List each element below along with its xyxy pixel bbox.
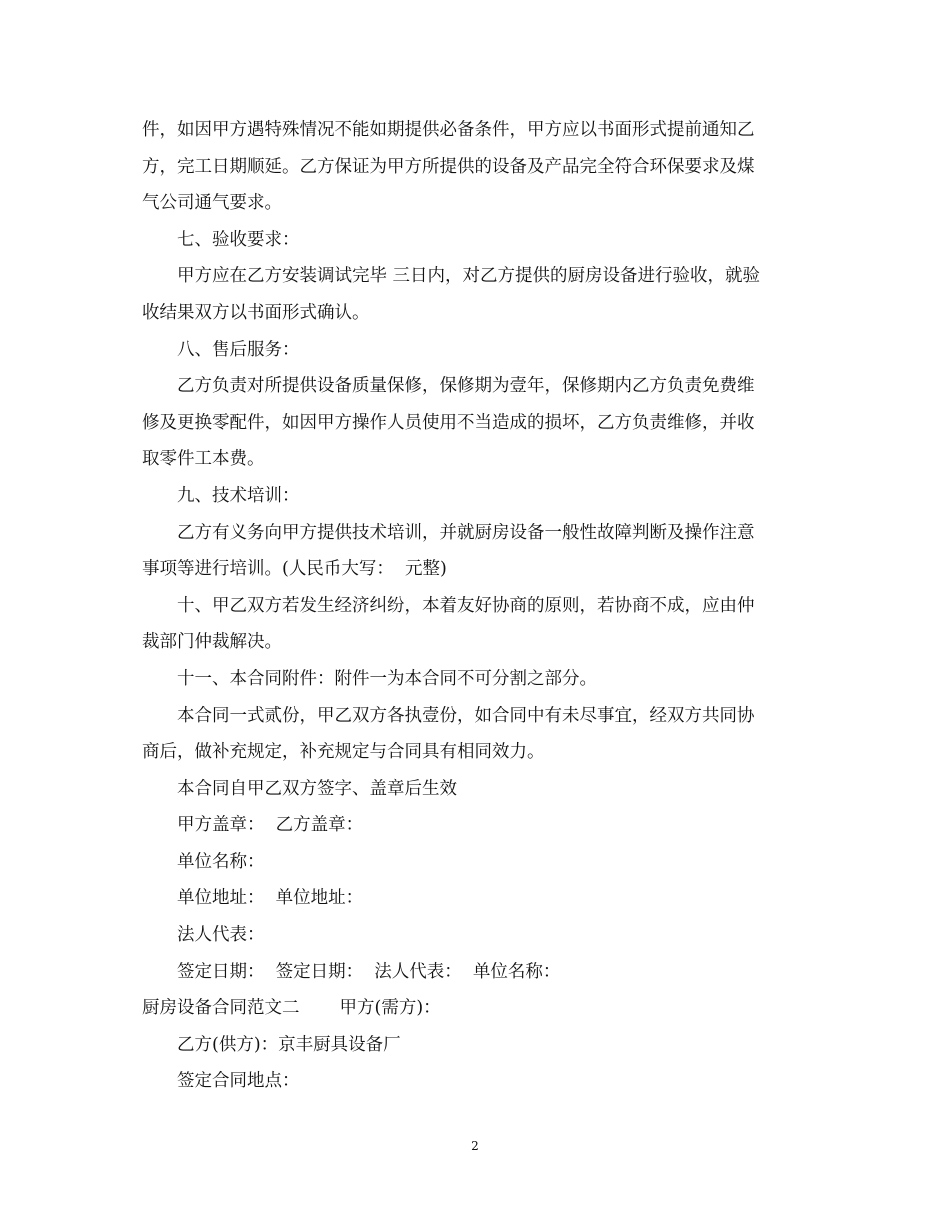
signature-line: 签定日期： 签定日期： 法人代表： 单位名称： xyxy=(177,961,561,982)
paragraph-line: 乙方有义务向甲方提供技术培训，并就厨房设备一般性故障判断及操作注意 xyxy=(177,522,755,543)
heading-line xyxy=(142,990,812,1027)
paragraph-line: 十、甲乙双方若发生经济纠纷，本着友好协商的原则，若协商不成，应由仲 xyxy=(177,595,755,616)
paragraph-line: 本合同自甲乙双方签字、盖章后生效 xyxy=(177,778,457,799)
signature-line: 法人代表： xyxy=(177,925,265,946)
paragraph-line: 商后，做补充规定，补充规定与合同具有相同效力。 xyxy=(142,742,545,763)
paragraph-line: 事项等进行培训。(人民币大写： 元整) xyxy=(142,559,447,580)
contract-location-line: 签定合同地点： xyxy=(177,1071,300,1092)
page-number: 2 xyxy=(471,1139,479,1153)
paragraph-line: 方，完工日期顺延。乙方保证为甲方所提供的设备及产品完全符合环保要求及煤 xyxy=(142,156,755,177)
paragraph-line: 乙方负责对所提供设备质量保修，保修期为壹年，保修期内乙方负责免费维 xyxy=(177,376,755,397)
section-heading-acceptance: 七、验收要求： xyxy=(177,229,300,250)
paragraph-line: 取零件工本费。 xyxy=(142,449,265,470)
paragraph-line: 裁部门仲裁解决。 xyxy=(142,632,282,653)
paragraph-line: 十一、本合同附件：附件一为本合同不可分割之部分。 xyxy=(177,668,597,689)
paragraph-line: 收结果双方以书面形式确认。 xyxy=(142,302,370,323)
signature-line: 甲方盖章： 乙方盖章： xyxy=(177,815,364,836)
document-body xyxy=(142,112,812,1100)
party-b-line: 乙方(供方)：京丰厨具设备厂 xyxy=(177,1034,401,1055)
signature-line: 单位地址： 单位地址： xyxy=(177,888,364,909)
section-heading-training: 九、技术培训： xyxy=(177,485,300,506)
paragraph-line: 本合同一式贰份，甲乙双方各执壹份，如合同中有未尽事宜，经双方共同协 xyxy=(177,705,755,726)
party-a-label: 甲方(需方)： xyxy=(339,998,441,1019)
paragraph-line: 修及更换零配件，如因甲方操作人员使用不当造成的损坏，乙方负责维修，并收 xyxy=(142,412,755,433)
paragraph-line: 气公司通气要求。 xyxy=(142,193,282,214)
document-title: 厨房设备合同范文二 xyxy=(142,998,300,1019)
paragraph-line: 甲方应在乙方安装调试完毕 三日内，对乙方提供的厨房设备进行验收，就验 xyxy=(177,266,761,287)
section-heading-after-sales: 八、售后服务： xyxy=(177,339,300,360)
signature-line: 单位名称： xyxy=(177,851,265,872)
paragraph-line: 件，如因甲方遇特殊情况不能如期提供必备条件，甲方应以书面形式提前通知乙 xyxy=(142,120,755,140)
